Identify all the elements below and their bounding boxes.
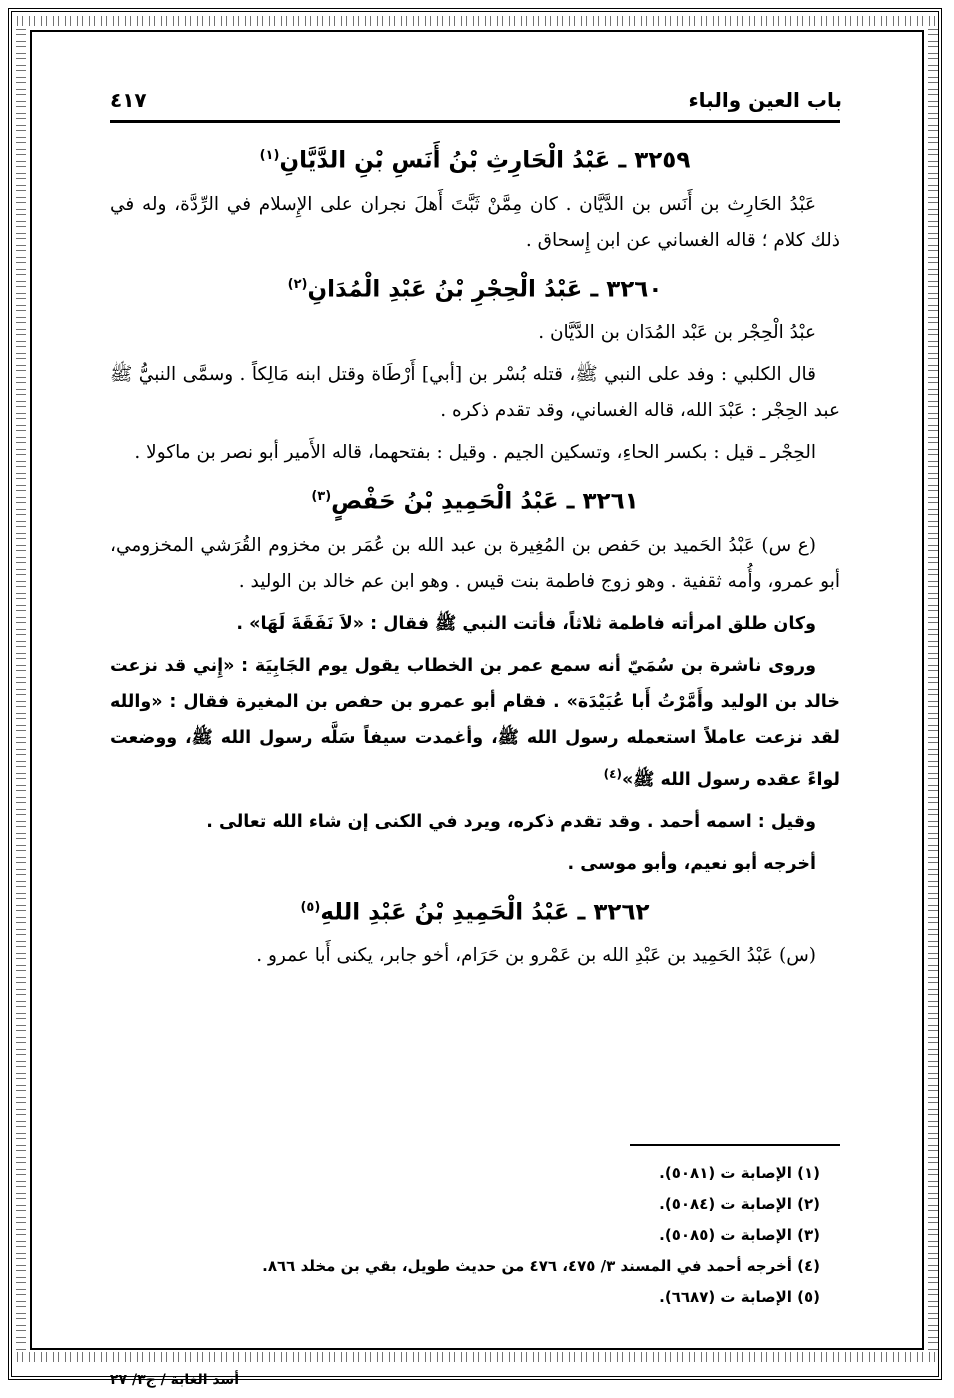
main-text [110,136,840,980]
entry-3260 [110,265,840,472]
entry-heading: ٣٢٦٠ ـ عَبْدُ الْحِجْرِ بْنُ عَبْدِ الْمُدَانِ$^{(٢)}$ [287,276,663,303]
entry-3261 [110,477,840,881]
entry-paragraph: وقيل : اسمه أحمد . وقد تقدم ذكره، ويرد في الكنى إن شاء الله تعالى . [206,811,816,832]
decorative-chain-border-top [14,16,936,26]
entry-paragraph: عبْدُ الْحِجْر بن عَبْد المُدَان بن الدَّيَّان . [538,322,816,344]
chapter-title: باب العين والباء [688,88,842,112]
entry-paragraph: (ع س) عَبْدُ الحَميد بن حَفص بن المُغِيرة بن عبد الله بن عُمَر بن مخزوم القُرَشي المخزومي، أبو عمرو، وأُمه ثقفية . وهو زوج فاطمة بنت قيس . وهو ابن عم خالد بن الوليد . [110,534,840,592]
footnote: (١) الإصابة ت (٥٠٨١). [659,1164,820,1182]
entry-heading: ٣٢٦١ ـ عَبْدُ الْحَمِيدِ بْنُ حَفْصٍ$^{(٣)}$ [311,488,639,515]
footnote-ref: (١) [259,148,280,163]
footnote-ref: (٥) [300,899,321,915]
header-rule [110,120,840,123]
entry-paragraph: (س) عَبْدُ الحَمِيد بن عَبْدِ الله بن عَمْرو بن حَرَام، أخو جابر، يكنى أَبا عمرو . [256,945,816,967]
footnotes [110,1158,840,1313]
decorative-chain-border-left [16,26,26,1352]
footnote: (٥) الإصابة ت (٦٦٨٧). [659,1288,820,1306]
footnote-ref: (٢) [287,276,308,292]
decorative-chain-border-right [928,26,938,1352]
footnote-ref: (٤) [603,766,622,781]
entry-paragraph: قال الكلبي : وفد على النبي ﷺ، قتله بُسْر بن [أبي] أَرْطَاة وقتل ابنه مَالِكاً . وسمَّى النبيُّ ﷺ عبد الحِجْر : عَبْدَ الله، قاله الغساني، وقد تقدم ذكره . [110,364,840,422]
decorative-chain-border-bottom [14,1352,936,1362]
entry-heading: ٣٢٥٩ ـ عَبْدُ الْحَارِثِ بْنُ أَنَسِ بْنِ الدَّيَّانِ$^{(١)}$ [259,147,691,174]
footnote: (٣) الإصابة ت (٥٠٨٥). [659,1226,820,1244]
entry-heading: ٣٢٦٢ ـ عَبْدُ الْحَمِيدِ بْنُ عَبْدِ اللهِ$^{(٥)}$ [300,899,650,926]
footnote-ref: (٣) [311,489,332,505]
entry-3259 [110,136,840,259]
footnote: (٤) أخرجه أحمد في المسند ٣/ ٤٧٥، ٤٧٦ من حديث طويل، بقي بن مخلد ٨٦٦. [262,1257,820,1275]
footnote-separator [630,1144,840,1146]
page-header [110,88,842,120]
entry-paragraph: وكان طلق امرأته فاطمة ثلاثاً، فأتت النبي ﷺ فقال : «لاَ نَفَقَةَ لَهَا» . [236,613,816,634]
entry-paragraph: وروى ناشرة بن سُمَيّ أنه سمع عمر بن الخطاب يقول يوم الجَابِيَة : «إِني قد نزعت خالد بن الوليد وأَمَّرْتُ أَبا عُبَيْدَة» . فقام أبو عمرو بن حفص بن المغيرة فقال : «والله لقد نزعت عاملاً استعمله رسول الله ﷺ، وأغمدت سيفاً سَلَّه رسول الله ﷺ، ووضعت لواءً عقده رسول الله ﷺ»$^{(٤)}$ [110,655,840,790]
entry-paragraph: الحِجْر ـ قيل : بكسر الحاءِ، وتسكين الجيم . وقيل : بفتحهما، قاله الأَمير أبو نصر بن ماكولا . [134,442,816,464]
entry-paragraph: عَبْدُ الحَارِث بن أَنَس بن الدَّيَّان . كان مِمَّنْ ثَبَّتَ أَهلَ نجران على الإِسلام في الرِّدَّة، وله في ذلك كلام ؛ قاله الغساني عن ابن إِسحاق . [110,193,840,251]
volume-reference: أسد الغابة / ج٣/ ٢٧ [110,1372,240,1388]
footnote: (٢) الإصابة ت (٥٠٨٤). [659,1195,820,1213]
entry-paragraph: أخرجه أبو نعيم، وأبو موسى . [567,853,816,874]
entry-3262 [110,888,840,975]
page-number: ٤١٧ [110,88,147,112]
